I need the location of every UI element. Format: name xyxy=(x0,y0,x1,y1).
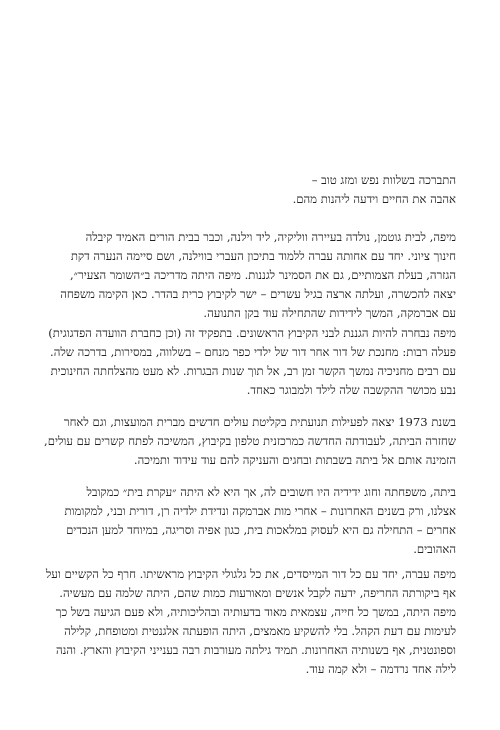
paragraph-line: מיפה נבחרה להיות הגננת לבני הקיבוץ הראשונים. בתפקיד זה (וכן כחברת הוועדה הפדגוגית) xyxy=(48,326,456,340)
paragraph-line: פעלה רבות: מחנכת של דור אחר דור של ילדי כפר מנחם – בשלווה, במסירות, בדרכה שלה. xyxy=(50,345,456,359)
paragraph-line: הגזרה, בעלת הצמותיים, גם את הסמינר לגננות. מיפה היתה מדריכה ב״השומר הצעיר״, xyxy=(69,268,456,282)
paragraph-immigrants xyxy=(36,413,456,470)
paragraph-line: וספונטנית, אף בשנותיה האחרונות. תמיד גילתה מעורבות רבה בענייני הקיבוץ והארץ. והנה xyxy=(55,643,456,657)
paragraph-line: מיפה, לבית גוטמן, נולדה בעיירה ווליקיה, ליד וילנה, וכבר בבית הורים האמיד קיבלה xyxy=(85,230,456,244)
paragraph-line: לעימות עם דעת הקהל. בלי להשקיע מאמצים, היתה הופעתה אלגנטית ומטופחת, קלילה xyxy=(64,624,456,638)
paragraph-line: יצאה להכשרה, ועלתה ארצה בגיל עשרים – ישר לקיבוץ כרית בהדר. כאן הקימה משפחה xyxy=(60,287,456,301)
paragraph-line: בשנת 1973 יצאה לפעילות תנועתית בקליטת עולים חדשים מברית המועצות, וגם לאחר xyxy=(63,415,456,429)
epigraph xyxy=(36,171,456,209)
paragraph-line: הזמינה אותם אל ביתה בשבתות ובחגים והעניקה להם עוד עידוד ותמיכה. xyxy=(133,453,456,467)
paragraph-kindergarten xyxy=(36,324,456,400)
paragraph-line: נבע מכושר ההקשבה שלה לילד ולמבוגר כאחד. xyxy=(246,383,456,397)
paragraph-line: אצלנו, ורק בשנים האחרונות – אחרי מות אברמקה ונדידת ילדיה רן, דורית ובני, למקומות xyxy=(64,504,456,518)
paragraph-line: האהובים. xyxy=(413,542,456,556)
paragraph-line: עם אברמקה, המשך לידידות שהתחילה עוד בקן התנועה. xyxy=(203,306,456,320)
paragraph-line: שחזרה הביתה, לעבודתה החדשה כמרכזנית טלפון בקיבוץ, המשיכה לפתח קשרים עם עולים, xyxy=(44,434,456,448)
paragraph-line: אחרים – התחילה גם היא לעסוק במלאכות בית, כגון אפיה וסריגה, במיוחד למען הנכדים xyxy=(66,523,456,537)
paragraph-line: ביתה, משפחתה וחוג ידידיה היו חשובים לה, אך היא לא היתה ״עקרת בית״ כמקובל xyxy=(86,485,456,499)
paragraph-line: מיפה היתה, במשך כל חייה, עצמאית מאוד בדעותיה ובהליכותיה, ולא פעם הגיעה בשל כך xyxy=(55,605,456,619)
paragraph-line: אף ביקורתה החריפה, ידעה לקבל אנשים ומאורעות כמות שהם, היתה שלמה עם מעשיה. xyxy=(59,586,456,600)
paragraph-founders xyxy=(36,565,456,679)
paragraph-line: לילה אחד נרדמה – ולא קמה עוד. xyxy=(305,662,456,676)
paragraph-line: חינוך ציוני. יחד עם אחותה עברה ללמוד בתיכון העברי בווילנה, ושם סיימה הנערה דקת xyxy=(70,249,456,263)
epigraph-line: אהבה את החיים וידעה ליהנות מהם. xyxy=(292,192,456,206)
epigraph-line: התברכה בשלוות נפש ומזג טוב – xyxy=(311,173,456,187)
paragraph-family xyxy=(36,483,456,559)
paragraph-line: עם רבים מחניכיה נמשך הקשר זמן רב, אל תוך שנות הבגרות. לא מעט מהצלחתה החינוכית xyxy=(50,364,456,378)
paragraph-line: מיפה עברה, יחד עם כל דור המייסדים, את כל גלגולי הקיבוץ מראשיתו. חרף כל הקשיים ועל xyxy=(45,567,456,581)
paragraph-birth xyxy=(36,228,456,323)
